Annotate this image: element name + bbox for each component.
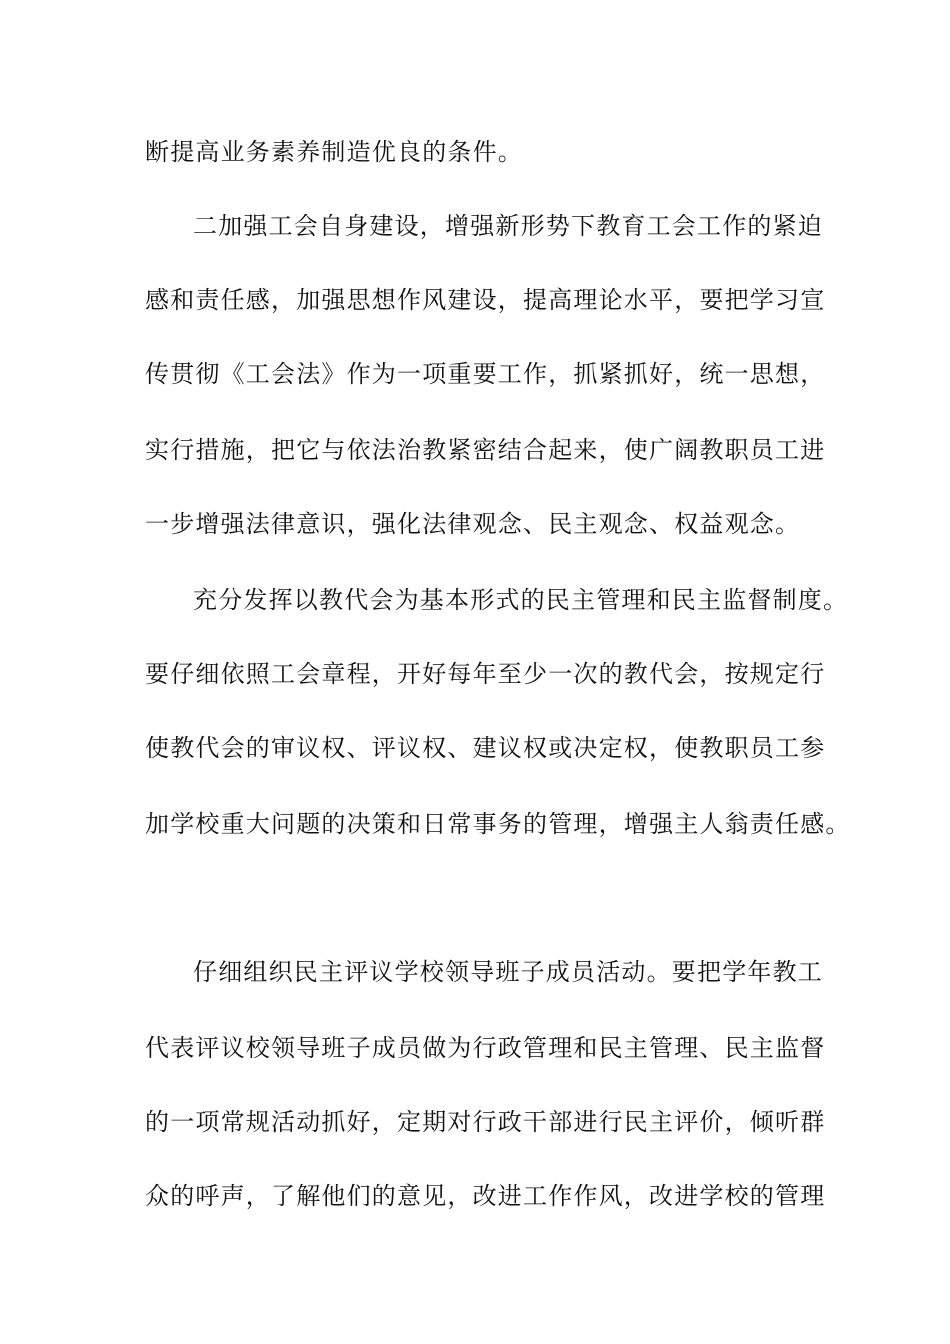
text-line: 代表评议校领导班子成员做为行政管理和民主管理、民主监督 (145, 1034, 826, 1062)
text-line: 的一项常规活动抓好，定期对行政干部进行民主评价，倾听群 (145, 1108, 826, 1136)
text-line: 要仔细依照工会章程，开好每年至少一次的教代会，按规定行 (145, 660, 826, 688)
text-line: 使教代会的审议权、评议权、建议权或决定权，使教职员工参 (145, 734, 826, 762)
text-line: 感和责任感，加强思想作风建设，提高理论水平，要把学习宣 (145, 286, 826, 314)
text-line: 加学校重大问题的决策和日常事务的管理，增强主人翁责任感。 (145, 810, 851, 838)
text-line: 断提高业务素养制造优良的条件。 (145, 138, 523, 166)
paragraph-start: 仔细组织民主评议学校领导班子成员活动。要把学年教工 (193, 958, 823, 986)
text-line: 众的呼声，了解他们的意见，改进工作作风，改进学校的管理 (145, 1182, 826, 1210)
text-line: 一步增强法律意识，强化法律观念、民主观念、权益观念。 (145, 510, 801, 538)
paragraph-start: 充分发挥以教代会为基本形式的民主管理和民主监督制度。 (193, 586, 849, 614)
text-line: 传贯彻《工会法》作为一项重要工作，抓紧抓好，统一思想， (145, 360, 826, 388)
paragraph-start: 二加强工会自身建设，增强新形势下教育工会工作的紧迫 (193, 212, 823, 240)
text-line: 实行措施，把它与依法治教紧密结合起来，使广阔教职员工进 (145, 436, 826, 464)
